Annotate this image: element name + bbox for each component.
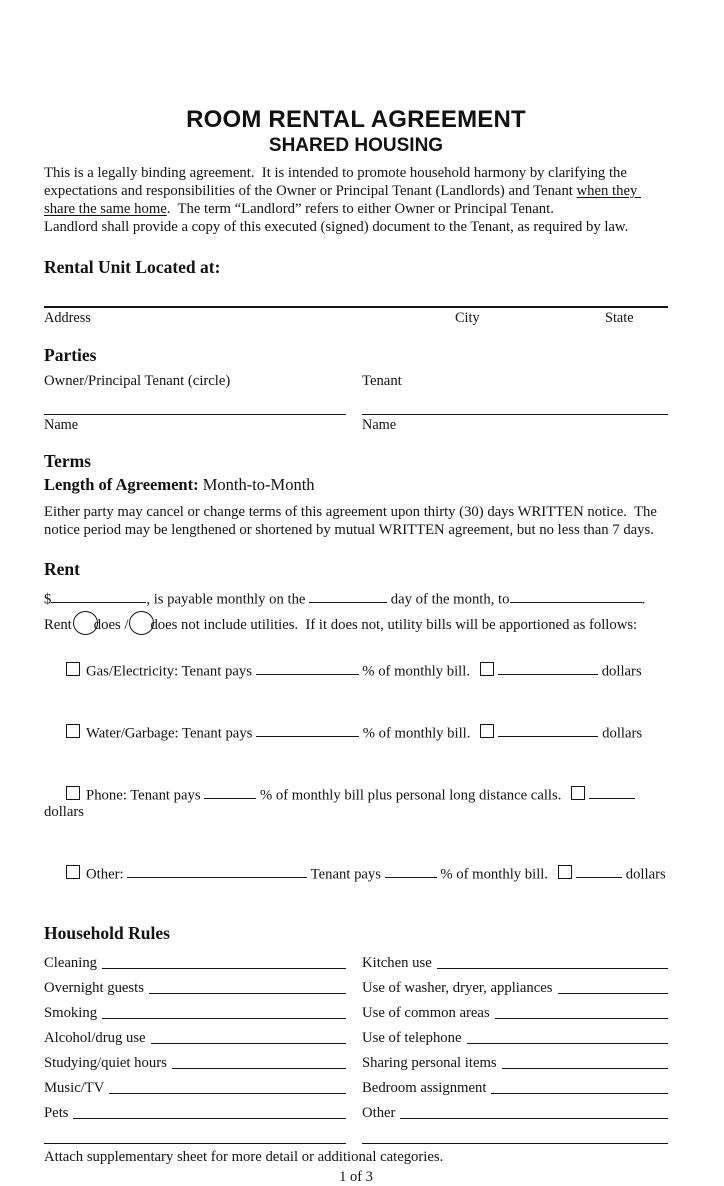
utility-row-other <box>44 848 668 900</box>
gas-dollars-checkbox[interactable] <box>480 662 494 676</box>
address-label: Address <box>44 310 91 326</box>
rent-payable-line <box>44 590 668 608</box>
other-percent-blank[interactable] <box>385 865 437 878</box>
rule-row-other <box>362 1097 668 1122</box>
phone-dollars-checkbox[interactable] <box>571 786 585 800</box>
utilities-rest-text: include utilities. If it does not, utility bills will be apportioned as follows: <box>199 617 638 634</box>
tenant-name-fill-line[interactable] <box>362 414 668 415</box>
supplementary-note: Attach supplementary sheet for more detail or additional categories. <box>44 1149 444 1166</box>
rule-row-music-tv <box>44 1072 346 1097</box>
other-label: Other: <box>86 866 128 883</box>
rule-row-studying-quiet-hours <box>44 1047 346 1072</box>
other-checkbox[interactable] <box>66 865 80 879</box>
rule-row-overnight-guests <box>44 972 346 997</box>
rule-label-cleaning: Cleaning <box>44 955 98 972</box>
household-rules-heading: Household Rules <box>44 923 170 944</box>
gas-percent-text: % of monthly bill. <box>358 663 471 680</box>
length-of-agreement-value: Month-to-Month <box>198 475 315 494</box>
rule-blank-music-tv[interactable] <box>109 1093 346 1094</box>
phone-dollars-blank[interactable] <box>589 786 635 799</box>
water-percent-text: % of monthly bill. <box>359 725 471 742</box>
rule-row-bedroom-assignment <box>362 1072 668 1097</box>
document-subtitle: SHARED HOUSING <box>268 135 444 156</box>
name-labels-row <box>44 417 668 434</box>
phone-checkbox[interactable] <box>66 786 80 800</box>
address-fill-line[interactable] <box>44 306 668 308</box>
due-day-blank[interactable] <box>309 590 387 603</box>
utility-row-phone <box>44 769 668 838</box>
state-label: State <box>605 310 634 326</box>
phone-dollars-unit: dollars <box>44 787 640 821</box>
gas-electricity-label: Gas/Electricity: Tenant pays <box>86 663 256 680</box>
other-dollars-blank[interactable] <box>576 865 622 878</box>
rule-label-pets: Pets <box>44 1105 69 1122</box>
notice-paragraph: Either party may cancel or change terms of this agreement upon thirty (30) days WRITTEN notice. The notice period may be lengthened or shortened by mutual WRITTEN agreement, but no less than 7 days. <box>44 504 661 538</box>
name-lines-row <box>44 414 668 415</box>
intro-text-1: This is a legally binding agreement. It is intended to promote household harmony by clarifying the expectations and responsibilities of the Owner or Principal Tenant (Landlords) and Tenant <box>44 165 631 199</box>
rule-blank-overnight-guests[interactable] <box>149 993 346 994</box>
owner-name-fill-line[interactable] <box>44 414 346 415</box>
owner-name-label: Name <box>44 417 79 433</box>
water-percent-blank[interactable] <box>256 724 359 737</box>
rule-row-washer-dryer <box>362 972 668 997</box>
rule-label-smoking: Smoking <box>44 1005 98 1022</box>
rule-blank-pets[interactable] <box>73 1118 346 1119</box>
rule-row-common-areas <box>362 997 668 1022</box>
rule-label-common-areas: Use of common areas <box>362 1005 490 1022</box>
parties-heading: Parties <box>44 345 97 365</box>
rule-blank-smoking[interactable] <box>102 1018 346 1019</box>
rule-label-alcohol-drug-use: Alcohol/drug use <box>44 1030 146 1047</box>
rule-label-studying-quiet-hours: Studying/quiet hours <box>44 1055 167 1072</box>
other-percent-text: % of monthly bill. <box>436 866 549 883</box>
other-dollars-unit: dollars <box>622 866 666 883</box>
payable-period: . <box>641 591 646 608</box>
option-does-not[interactable]: does not <box>150 617 200 634</box>
rule-row-alcohol-drug-use <box>44 1022 346 1047</box>
rule-label-telephone: Use of telephone <box>362 1030 462 1047</box>
dollar-sign: $ <box>44 591 52 608</box>
water-dollars-unit: dollars <box>598 725 643 742</box>
document-title: ROOM RENTAL AGREEMENT <box>186 106 526 133</box>
other-dollars-checkbox[interactable] <box>558 865 572 879</box>
rule-blank-bedroom-assignment[interactable] <box>491 1093 668 1094</box>
intro-paragraph <box>44 164 668 218</box>
payee-blank[interactable] <box>510 590 642 603</box>
rule-blank-sharing-personal-items[interactable] <box>502 1068 668 1069</box>
rule-label-washer-dryer: Use of washer, dryer, appliances <box>362 980 553 997</box>
utility-row-water-garbage <box>44 707 668 759</box>
rule-blank-kitchen-use[interactable] <box>437 968 668 969</box>
owner-principal-tenant-label[interactable]: Owner/Principal Tenant (circle) <box>44 373 231 389</box>
length-of-agreement-label: Length of Agreement: <box>44 475 199 494</box>
parties-labels-row <box>44 372 668 390</box>
rule-row-extra-right <box>362 1122 668 1147</box>
rule-row-extra-left <box>44 1122 346 1147</box>
other-description-blank[interactable] <box>127 865 307 878</box>
gas-dollars-blank[interactable] <box>498 662 598 675</box>
gas-percent-blank[interactable] <box>256 662 359 675</box>
payable-text-2: day of the month, to <box>387 591 510 608</box>
rule-blank-other[interactable] <box>400 1118 668 1119</box>
rule-blank-studying-quiet-hours[interactable] <box>172 1068 346 1069</box>
utility-row-gas-electricity <box>44 645 668 697</box>
terms-heading: Terms <box>44 451 91 471</box>
phone-label: Phone: Tenant pays <box>86 787 205 804</box>
rule-label-kitchen-use: Kitchen use <box>362 955 432 972</box>
water-dollars-checkbox[interactable] <box>480 724 494 738</box>
rule-blank-extra-left[interactable] <box>44 1143 346 1144</box>
intro-underlined-phrase: when they share the same home <box>44 183 641 217</box>
water-dollars-blank[interactable] <box>498 724 598 737</box>
rent-heading: Rent <box>44 559 80 579</box>
tenant-name-label: Name <box>362 417 397 433</box>
rule-blank-alcohol-drug-use[interactable] <box>151 1043 346 1044</box>
address-labels-row <box>44 310 668 329</box>
rule-blank-cleaning[interactable] <box>102 968 346 969</box>
gas-dollars-unit: dollars <box>598 663 642 680</box>
rule-row-cleaning <box>44 947 346 972</box>
rule-blank-common-areas[interactable] <box>495 1018 668 1019</box>
rule-blank-telephone[interactable] <box>467 1043 668 1044</box>
rule-row-pets <box>44 1097 346 1122</box>
option-does[interactable]: does <box>93 617 121 634</box>
city-label: City <box>455 310 480 326</box>
rule-label-bedroom-assignment: Bedroom assignment <box>362 1080 487 1097</box>
household-rules-grid <box>44 947 668 1147</box>
length-of-agreement-row <box>44 475 668 495</box>
tenant-label: Tenant <box>362 373 402 389</box>
water-garbage-label: Water/Garbage: Tenant pays <box>86 725 257 742</box>
utilities-intro-line <box>44 611 668 635</box>
rule-label-sharing-personal-items: Sharing personal items <box>362 1055 497 1072</box>
intro-text-2: . The term “Landlord” refers to either Owner or Principal Tenant. <box>166 201 554 217</box>
rule-blank-washer-dryer[interactable] <box>558 993 669 994</box>
phone-percent-text: % of monthly bill plus personal long distance calls. <box>256 787 562 804</box>
rule-label-other: Other <box>362 1105 396 1122</box>
page-number: 1 of 3 <box>339 1169 373 1186</box>
gas-electricity-checkbox[interactable] <box>66 662 80 676</box>
rule-label-music-tv: Music/TV <box>44 1080 105 1097</box>
water-garbage-checkbox[interactable] <box>66 724 80 738</box>
rule-blank-extra-right[interactable] <box>362 1143 668 1144</box>
rule-row-smoking <box>44 997 346 1022</box>
other-tenant-pays-text: Tenant pays <box>307 866 385 883</box>
payable-text-1: , is payable monthly on the <box>146 591 310 608</box>
rule-row-kitchen-use <box>362 947 668 972</box>
rental-unit-heading: Rental Unit Located at: <box>44 257 221 277</box>
rent-amount-blank[interactable] <box>51 590 146 603</box>
utilities-lead-text: Rent <box>44 617 72 634</box>
rule-row-telephone <box>362 1022 668 1047</box>
option-separator: / <box>120 617 129 634</box>
rule-row-sharing-personal-items <box>362 1047 668 1072</box>
phone-percent-blank[interactable] <box>204 786 256 799</box>
rule-label-overnight-guests: Overnight guests <box>44 980 144 997</box>
law-note: Landlord shall provide a copy of this executed (signed) document to the Tenant, as required by law. <box>44 219 629 235</box>
